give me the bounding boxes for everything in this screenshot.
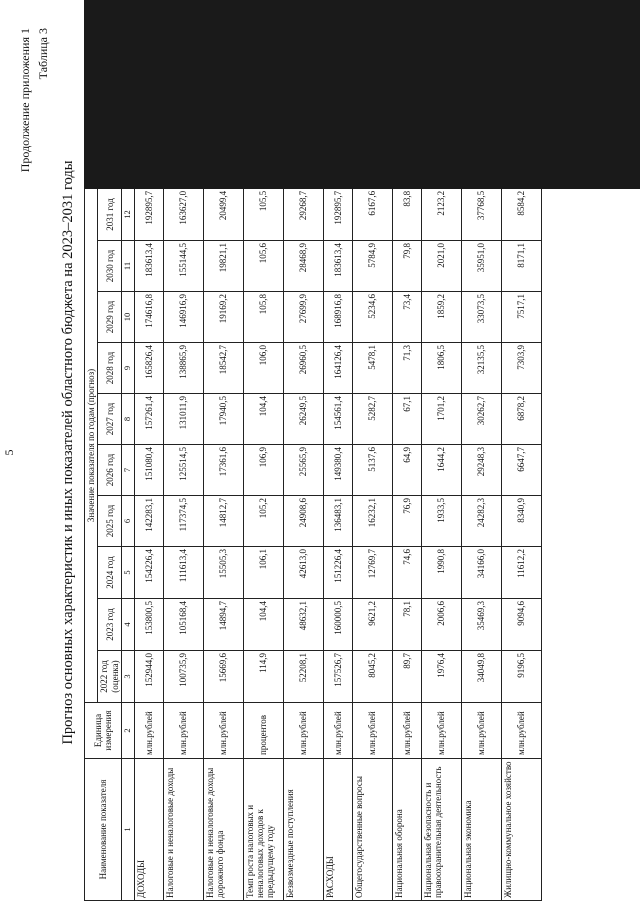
value-cell: 106,0 (243, 343, 283, 394)
year-header: 2026 год (98, 445, 122, 496)
value-cell: 24908,6 (283, 496, 323, 547)
value-cell: 1976,4 (421, 651, 461, 703)
value-cell: 8171,1 (501, 241, 541, 292)
table-row (134, 188, 163, 900)
year-header: 2028 год (98, 343, 122, 394)
year-header: 2031 год (98, 188, 122, 240)
value-cell: 78,1 (392, 599, 421, 651)
value-cell: 192895,7 (134, 188, 163, 240)
row-name: Налоговые и неналоговые доходы дорожного фонда (203, 759, 243, 901)
value-cell: 15505,3 (203, 547, 243, 599)
year-header: 2027 год (98, 394, 122, 445)
value-cell: 1933,5 (421, 496, 461, 547)
table-row (392, 188, 421, 900)
value-cell: 165826,4 (134, 343, 163, 394)
column-index: 10 (122, 292, 135, 343)
value-cell: 5234,6 (352, 292, 392, 343)
value-cell: 5784,9 (352, 241, 392, 292)
value-cell: 136483,1 (323, 496, 352, 547)
value-cell: 104,4 (243, 394, 283, 445)
header-name: Наименование показателя (85, 759, 122, 901)
value-cell: 48632,1 (283, 599, 323, 651)
value-cell: 1644,2 (421, 445, 461, 496)
row-unit: млн.рублей (163, 703, 203, 759)
table-row (163, 188, 203, 900)
value-cell: 163627,0 (163, 188, 203, 240)
value-cell: 8340,9 (501, 496, 541, 547)
row-unit: млн.рублей (392, 703, 421, 759)
appendix-note: Продолжение приложения 1 (18, 28, 32, 173)
row-unit: процентов (243, 703, 283, 759)
value-cell: 26249,5 (283, 394, 323, 445)
value-cell: 2021,0 (421, 241, 461, 292)
value-cell: 5137,6 (352, 445, 392, 496)
value-cell: 18542,7 (203, 343, 243, 394)
column-index: 12 (122, 188, 135, 240)
value-cell: 125514,5 (163, 445, 203, 496)
value-cell: 174616,8 (134, 292, 163, 343)
value-cell: 73,4 (392, 292, 421, 343)
table-row (243, 188, 283, 900)
value-cell: 157526,7 (323, 651, 352, 703)
page-number: 5 (2, 449, 16, 456)
value-cell: 1806,5 (421, 343, 461, 394)
value-cell: 155144,5 (163, 241, 203, 292)
row-name: Темп роста налоговых и неналоговых доходов к предыдущему году (243, 759, 283, 901)
value-cell: 105168,4 (163, 599, 203, 651)
value-cell: 20499,4 (203, 188, 243, 240)
row-unit: млн.рублей (134, 703, 163, 759)
row-name: Налоговые и неналоговые доходы (163, 759, 203, 901)
value-cell: 8045,2 (352, 651, 392, 703)
table-row (352, 188, 392, 900)
column-index: 6 (122, 496, 135, 547)
column-index: 11 (122, 241, 135, 292)
table-row (461, 188, 501, 900)
column-index: 7 (122, 445, 135, 496)
value-cell: 2123,2 (421, 188, 461, 240)
table-row (203, 188, 243, 900)
row-unit: млн.рублей (203, 703, 243, 759)
value-cell: 6167,6 (352, 188, 392, 240)
table-label: Таблица 3 (36, 28, 50, 80)
value-cell: 17940,5 (203, 394, 243, 445)
value-cell: 64,9 (392, 445, 421, 496)
column-index: 9 (122, 343, 135, 394)
row-unit: млн.рублей (421, 703, 461, 759)
value-cell: 33073,5 (461, 292, 501, 343)
value-cell: 8584,2 (501, 188, 541, 240)
value-cell: 1701,2 (421, 394, 461, 445)
value-cell: 7303,9 (501, 343, 541, 394)
value-cell: 15669,6 (203, 651, 243, 703)
year-header: 2025 год (98, 496, 122, 547)
row-name: Общегосударственные вопросы (352, 759, 392, 901)
value-cell: 34166,0 (461, 547, 501, 599)
row-name: ДОХОДЫ (134, 759, 163, 901)
value-cell: 28468,9 (283, 241, 323, 292)
year-header: 2029 год (98, 292, 122, 343)
value-cell: 74,6 (392, 547, 421, 599)
document-title: Прогноз основных характеристик и иных показателей областного бюджета на 2023–2031 годы (60, 160, 76, 745)
value-cell: 6878,2 (501, 394, 541, 445)
value-cell: 14812,7 (203, 496, 243, 547)
value-cell: 83,8 (392, 188, 421, 240)
value-cell: 35469,3 (461, 599, 501, 651)
value-cell: 32135,5 (461, 343, 501, 394)
value-cell: 160000,5 (323, 599, 352, 651)
value-cell: 106,1 (243, 547, 283, 599)
value-cell: 157261,4 (134, 394, 163, 445)
value-cell: 1859,2 (421, 292, 461, 343)
value-cell: 6647,7 (501, 445, 541, 496)
row-name: Национальная безопасность и правоохранительная деятельность (421, 759, 461, 901)
value-cell: 146916,9 (163, 292, 203, 343)
value-cell: 183613,4 (323, 241, 352, 292)
value-cell: 14894,7 (203, 599, 243, 651)
value-cell: 76,9 (392, 496, 421, 547)
value-cell: 106,9 (243, 445, 283, 496)
value-cell: 154226,4 (134, 547, 163, 599)
table-row (283, 188, 323, 900)
value-cell: 114,9 (243, 651, 283, 703)
column-index: 3 (122, 651, 135, 703)
value-cell: 105,8 (243, 292, 283, 343)
value-cell: 2006,6 (421, 599, 461, 651)
value-cell: 52208,1 (283, 651, 323, 703)
year-header: 2022 год (оценка) (98, 651, 122, 703)
value-cell: 24282,3 (461, 496, 501, 547)
value-cell: 42613,0 (283, 547, 323, 599)
row-unit: млн.рублей (501, 703, 541, 759)
value-cell: 151080,4 (134, 445, 163, 496)
table-body (134, 188, 541, 900)
value-cell: 9196,5 (501, 651, 541, 703)
value-cell: 154561,4 (323, 394, 352, 445)
value-cell: 151226,4 (323, 547, 352, 599)
value-cell: 37768,5 (461, 188, 501, 240)
value-cell: 79,8 (392, 241, 421, 292)
value-cell: 111613,4 (163, 547, 203, 599)
value-cell: 105,2 (243, 496, 283, 547)
value-cell: 25565,9 (283, 445, 323, 496)
value-cell: 17361,6 (203, 445, 243, 496)
value-cell: 71,3 (392, 343, 421, 394)
column-index: 1 (122, 759, 135, 901)
value-cell: 9621,2 (352, 599, 392, 651)
value-cell: 152944,0 (134, 651, 163, 703)
value-cell: 138865,9 (163, 343, 203, 394)
year-header: 2030 год (98, 241, 122, 292)
row-name: Национальная экономика (461, 759, 501, 901)
value-cell: 117374,5 (163, 496, 203, 547)
value-cell: 105,6 (243, 241, 283, 292)
value-cell: 34049,8 (461, 651, 501, 703)
value-cell: 27699,9 (283, 292, 323, 343)
row-unit: млн.рублей (323, 703, 352, 759)
value-cell: 26960,5 (283, 343, 323, 394)
row-name: Национальная оборона (392, 759, 421, 901)
value-cell: 142283,1 (134, 496, 163, 547)
value-cell: 183613,4 (134, 241, 163, 292)
value-cell: 12769,7 (352, 547, 392, 599)
value-cell: 164126,4 (323, 343, 352, 394)
value-cell: 7517,1 (501, 292, 541, 343)
column-index: 4 (122, 599, 135, 651)
value-cell: 100735,9 (163, 651, 203, 703)
value-cell: 29268,7 (283, 188, 323, 240)
table-row (421, 188, 461, 900)
value-cell: 192895,7 (323, 188, 352, 240)
column-index: 5 (122, 547, 135, 599)
forecast-table (84, 188, 542, 901)
row-name: Безвозмездные поступления (283, 759, 323, 901)
value-cell: 104,4 (243, 599, 283, 651)
value-cell: 1990,8 (421, 547, 461, 599)
value-cell: 67,1 (392, 394, 421, 445)
row-unit: млн.рублей (461, 703, 501, 759)
column-index: 8 (122, 394, 135, 445)
value-cell: 131011,9 (163, 394, 203, 445)
value-cell: 5282,7 (352, 394, 392, 445)
row-name: РАСХОДЫ (323, 759, 352, 901)
value-cell: 30262,7 (461, 394, 501, 445)
row-unit: млн.рублей (283, 703, 323, 759)
value-cell: 11612,2 (501, 547, 541, 599)
value-cell: 89,7 (392, 651, 421, 703)
value-cell: 149380,4 (323, 445, 352, 496)
value-cell: 5478,1 (352, 343, 392, 394)
column-index: 2 (122, 703, 135, 759)
header-row-1 (85, 188, 98, 900)
table-row (323, 188, 352, 900)
value-cell: 19169,2 (203, 292, 243, 343)
row-name: Жилищно-коммунальное хозяйство (501, 759, 541, 901)
header-index-row (122, 188, 135, 900)
year-header: 2024 год (98, 547, 122, 599)
scan-dark-edge (84, 0, 640, 189)
row-unit: млн.рублей (352, 703, 392, 759)
value-cell: 9094,6 (501, 599, 541, 651)
table-row (501, 188, 541, 900)
value-cell: 19821,1 (203, 241, 243, 292)
value-cell: 16232,1 (352, 496, 392, 547)
header-group: Значение показателя по годам (прогноз) (85, 188, 98, 702)
value-cell: 35951,0 (461, 241, 501, 292)
value-cell: 168916,8 (323, 292, 352, 343)
value-cell: 153800,5 (134, 599, 163, 651)
value-cell: 105,5 (243, 188, 283, 240)
header-unit: Единица измерения (85, 703, 122, 759)
value-cell: 29248,3 (461, 445, 501, 496)
year-header: 2023 год (98, 599, 122, 651)
